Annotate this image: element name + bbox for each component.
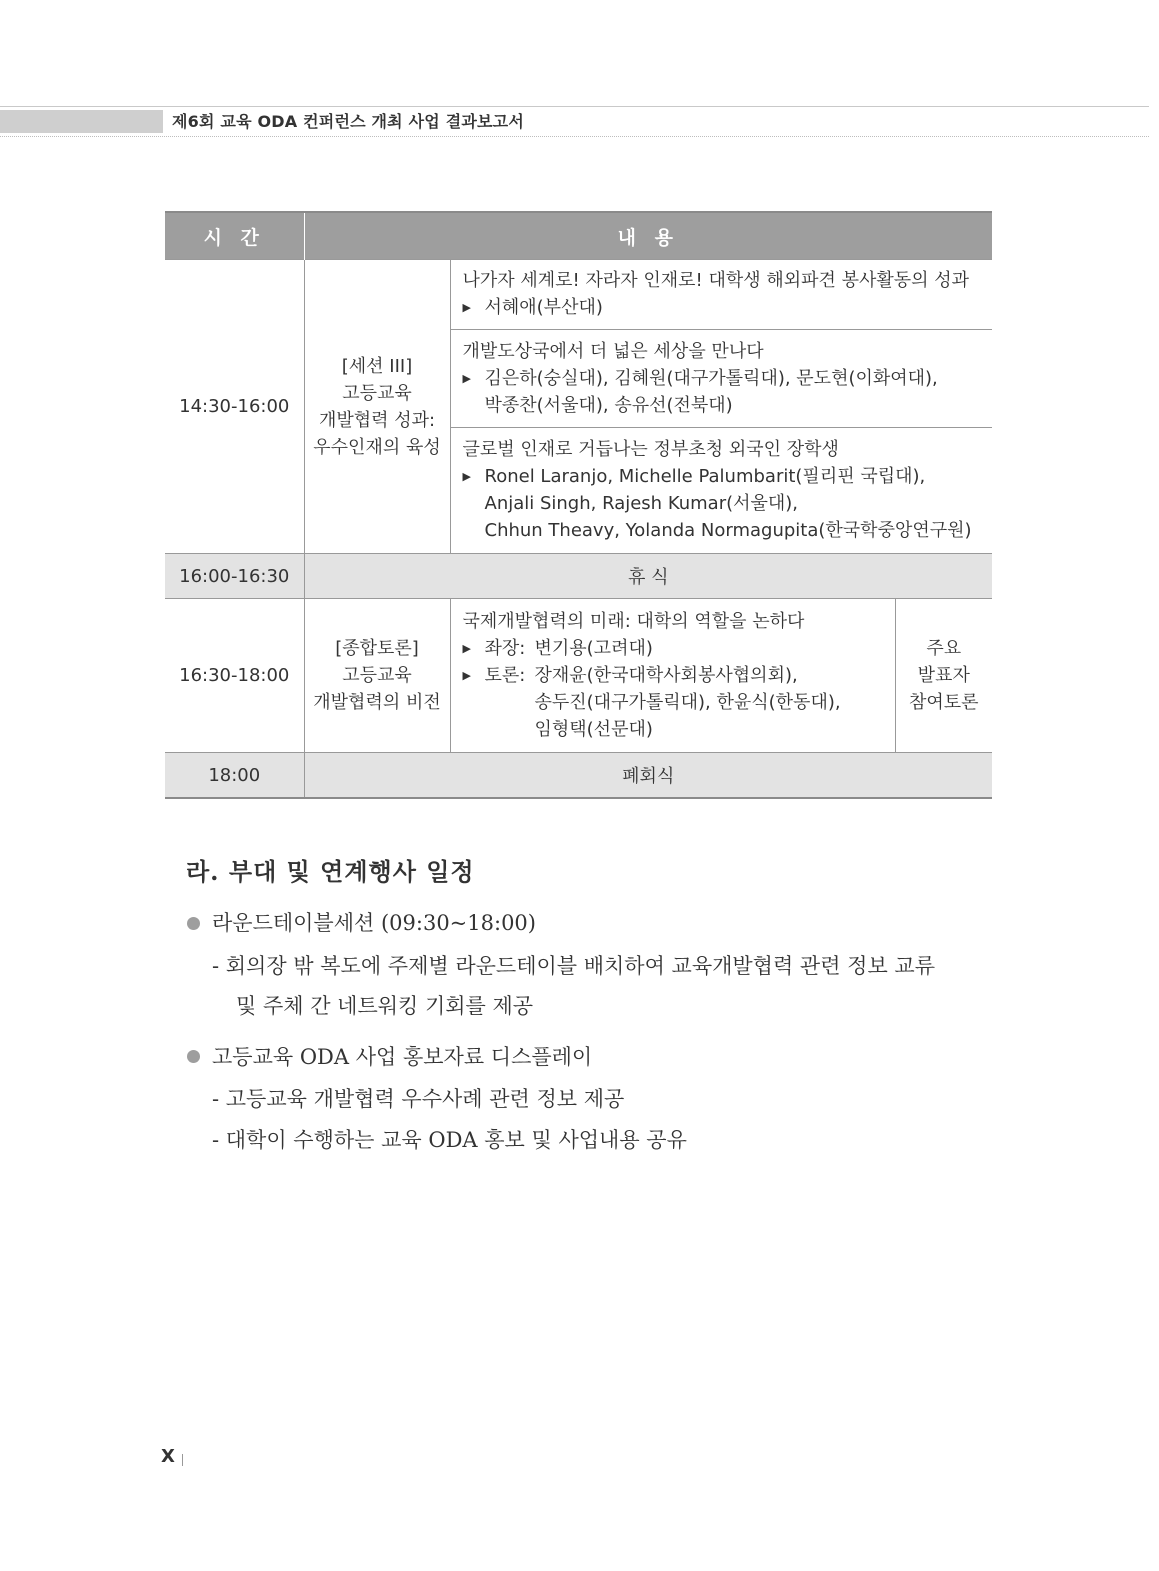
bullet-dot-icon (187, 917, 200, 930)
page-number: X (161, 1446, 175, 1467)
session3-name-line: 우수인재의 육성 (313, 436, 441, 458)
talk-1 (450, 260, 992, 330)
discussion-name (304, 599, 450, 753)
table-row-closing (165, 753, 992, 799)
talk-3 (450, 428, 992, 554)
header-dotted-rule (0, 136, 1149, 137)
header-content: 내 용 (304, 212, 992, 260)
section-title: 라. 부대 및 연계행사 일정 (186, 857, 475, 886)
triangle-bullet-icon: ▶ (462, 470, 471, 483)
discussion-time: 16:30-18:00 (165, 599, 304, 753)
item-detail: - 대학이 수행하는 교육 ODA 홍보 및 사업내용 공유 (212, 1128, 687, 1152)
discussion-chair: ▶ 좌장: 변기용(고려대) (463, 635, 885, 662)
item-detail: - 회의장 밖 복도에 주제별 라운드테이블 배치하여 교육개발협력 관련 정보 교류 (212, 954, 935, 978)
triangle-bullet-icon: ▶ (462, 668, 471, 682)
item-detail: - 고등교육 개발협력 우수사례 관련 정보 제공 (212, 1087, 625, 1111)
running-header-title: 제6회 교육 ODA 컨퍼런스 개최 사업 결과보고서 (172, 112, 524, 131)
header-top-rule (0, 106, 1149, 107)
session3-name-line: [세션 III] (341, 355, 413, 377)
session3-name-line: 고등교육 (342, 382, 412, 404)
talk-speakers-cont: Anjali Singh, Rajesh Kumar(서울대), (484, 493, 799, 514)
talk-speakers: ▶ Ronel Laranjo, Michelle Palumbarit(필리핀 국립대), (463, 463, 983, 490)
discussion-panel: ▶ 토론: 장재윤(한국대학사회봉사협의회), (463, 662, 885, 689)
triangle-bullet-icon: ▶ (462, 641, 471, 655)
talk-speakers-cont: 박종찬(서울대), 송유선(전북대) (484, 394, 733, 416)
bullet-dot-icon (187, 1050, 200, 1063)
discussion-note (895, 599, 992, 753)
break-label: 휴 식 (304, 554, 992, 599)
triangle-bullet-icon: ▶ (462, 371, 471, 385)
item-heading: 고등교육 ODA 사업 홍보자료 디스플레이 (212, 1045, 593, 1069)
talk-speakers: ▶ 서혜애(부산대) (463, 294, 983, 321)
closing-label: 폐회식 (304, 753, 992, 799)
discussion-name-line: [종합토론] (335, 638, 419, 659)
item-detail: 및 주체 간 네트워킹 기회를 제공 (236, 994, 534, 1018)
item-heading: 라운드테이블세션 (09:30~18:00) (212, 911, 536, 935)
discussion-note-line: 참여토론 (908, 692, 979, 713)
schedule-table (165, 211, 992, 799)
discussion-panel-cont: 임형택(선문대) (534, 718, 653, 740)
discussion-name-line: 개발협력의 비전 (313, 692, 441, 713)
closing-time: 18:00 (165, 753, 304, 799)
discussion-note-line: 주요 (926, 638, 962, 659)
table-row (165, 260, 992, 330)
discussion-note-line: 발표자 (917, 665, 970, 686)
talk-title: 글로벌 인재로 거듭나는 정부초청 외국인 장학생 (462, 439, 839, 460)
session3-name-line: 개발협력 성과: (318, 409, 436, 431)
discussion-title: 국제개발협력의 미래: 대학의 역할을 논하다 (462, 610, 805, 632)
session3-name (304, 260, 450, 554)
header-time: 시 간 (165, 212, 304, 260)
discussion-name-line: 고등교육 (342, 665, 412, 686)
talk-title: 개발도상국에서 더 넓은 세상을 만나다 (462, 340, 764, 362)
session3-time: 14:30-16:00 (165, 260, 304, 554)
talk-speakers: ▶ 김은하(숭실대), 김혜원(대구가톨릭대), 문도현(이화여대), (463, 365, 983, 392)
page-number-divider (182, 1454, 183, 1466)
discussion-detail (450, 599, 895, 753)
header-grey-tab (0, 110, 163, 133)
talk-speakers-cont: Chhun Theavy, Yolanda Normagupita(한국학중앙연구원) (484, 520, 972, 541)
triangle-bullet-icon: ▶ (462, 301, 471, 314)
table-row-discussion (165, 599, 992, 753)
break-time: 16:00-16:30 (165, 554, 304, 599)
table-row-break (165, 554, 992, 599)
discussion-panel-cont: 송두진(대구가톨릭대), 한윤식(한동대), (534, 691, 841, 713)
talk-title: 나가자 세계로! 자라자 인재로! 대학생 해외파견 봉사활동의 성과 (462, 270, 970, 291)
talk-2 (450, 330, 992, 428)
table-header-row (165, 212, 992, 260)
